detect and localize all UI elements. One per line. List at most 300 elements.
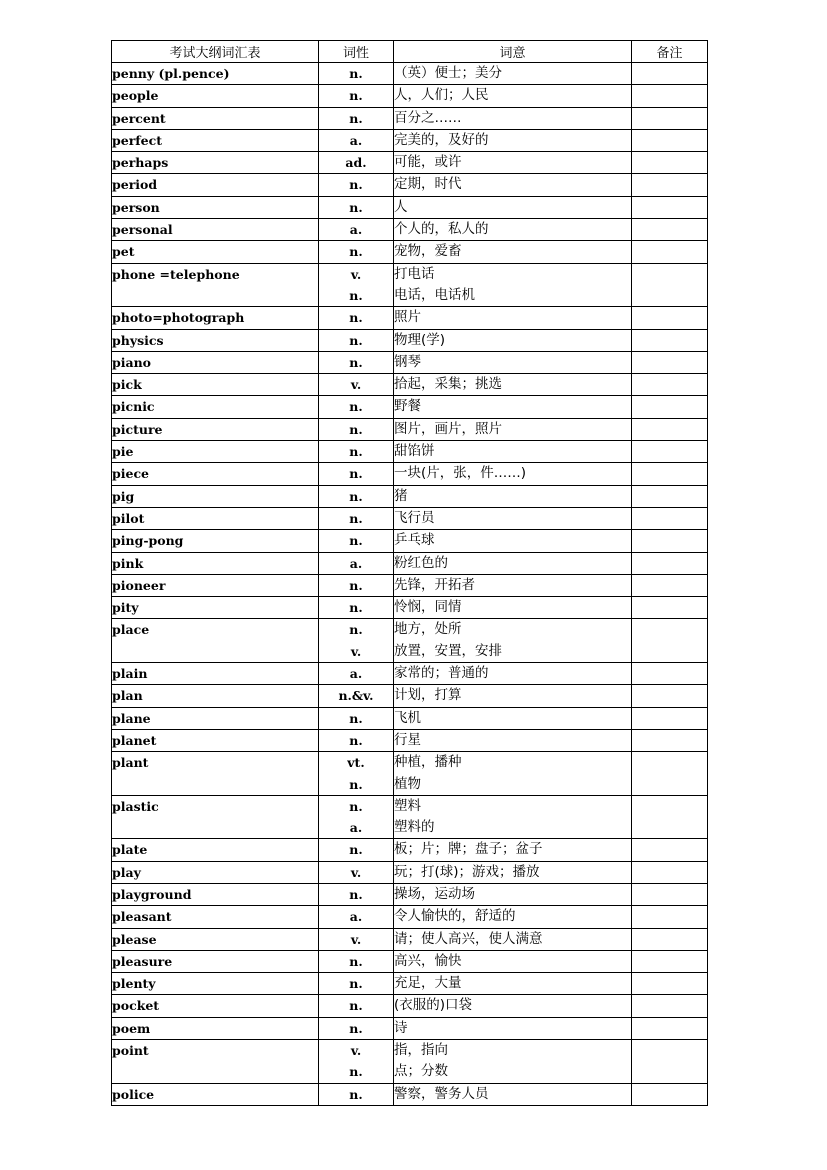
table-row [112, 1017, 708, 1039]
meaning-cell [394, 574, 632, 596]
word-cell: pink [112, 552, 319, 574]
pos-text: a. [349, 666, 363, 682]
meaning-cell [394, 839, 632, 861]
pos-cell [319, 374, 394, 396]
table-row [112, 418, 708, 440]
word-cell: plain [112, 663, 319, 685]
word-cell: photo=photograph [112, 307, 319, 329]
table-row [112, 329, 708, 351]
meaning-text: 照片 [394, 309, 421, 326]
meaning-text: 飞机 [394, 709, 421, 726]
meaning-text: 令人愉快的，舒适的 [394, 908, 516, 925]
note-cell [632, 152, 708, 174]
meaning-text: 一块(片，张，件……) [394, 465, 527, 482]
table-row [112, 485, 708, 507]
word-cell: plant [112, 752, 319, 796]
note-cell [632, 351, 708, 373]
pos-text: v. [350, 931, 362, 947]
pos-text: n. [349, 510, 363, 526]
word-cell: picnic [112, 396, 319, 418]
meaning-cell [394, 795, 632, 839]
pos-cell [319, 597, 394, 619]
pos-text: n.&v. [338, 688, 374, 704]
note-cell [632, 374, 708, 396]
note-cell [632, 485, 708, 507]
word-cell: percent [112, 107, 319, 129]
word-cell: pet [112, 241, 319, 263]
table-row [112, 174, 708, 196]
note-cell [632, 552, 708, 574]
meaning-cell [394, 1040, 632, 1084]
word-cell: pleasure [112, 950, 319, 972]
table-row [112, 196, 708, 218]
note-cell [632, 530, 708, 552]
word-cell: plenty [112, 973, 319, 995]
pos-text: n. [349, 600, 363, 616]
pos-cell [319, 906, 394, 928]
word-cell: piano [112, 351, 319, 373]
pos-text: n. [349, 1064, 363, 1080]
meaning-text: 打电话 [394, 265, 435, 282]
table-row [112, 729, 708, 751]
meaning-text: 乒乓球 [394, 532, 435, 549]
word-cell: police [112, 1083, 319, 1105]
pos-text: ad. [345, 155, 367, 171]
pos-text: n. [349, 622, 363, 638]
meaning-text: 地方，处所 [394, 621, 462, 638]
note-cell [632, 995, 708, 1017]
meaning-cell [394, 418, 632, 440]
table-row [112, 752, 708, 796]
meaning-cell [394, 950, 632, 972]
pos-text: a. [349, 555, 363, 571]
table-row [112, 795, 708, 839]
meaning-text: 可能，或许 [394, 154, 462, 171]
word-cell: please [112, 928, 319, 950]
meaning-cell [394, 507, 632, 529]
word-cell: plane [112, 707, 319, 729]
note-cell [632, 685, 708, 707]
table-row [112, 219, 708, 241]
pos-cell [319, 351, 394, 373]
pos-cell [319, 485, 394, 507]
header-row [112, 41, 708, 63]
pos-text: n. [349, 421, 363, 437]
pos-text: n. [349, 776, 363, 792]
pos-cell [319, 129, 394, 151]
pos-text: v. [350, 643, 362, 659]
meaning-cell [394, 729, 632, 751]
meaning-cell [394, 174, 632, 196]
pos-text: a. [349, 222, 363, 238]
meaning-text: 物理(学) [394, 331, 446, 348]
word-cell: plastic [112, 795, 319, 839]
meaning-text: 定期，时代 [394, 176, 462, 193]
pos-text: n. [349, 1020, 363, 1036]
pos-text: v. [350, 266, 362, 282]
pos-cell [319, 861, 394, 883]
meaning-cell [394, 685, 632, 707]
meaning-cell [394, 63, 632, 85]
note-cell [632, 463, 708, 485]
meaning-cell [394, 396, 632, 418]
meaning-text: 行星 [394, 731, 421, 748]
word-cell: poem [112, 1017, 319, 1039]
table-row [112, 619, 708, 663]
pos-cell [319, 85, 394, 107]
pos-cell [319, 196, 394, 218]
pos-text: n. [349, 310, 363, 326]
word-cell: point [112, 1040, 319, 1084]
pos-cell [319, 1083, 394, 1105]
meaning-text: （英）便士；美分 [394, 65, 502, 81]
word-cell: penny (pl.pence) [112, 63, 319, 85]
word-cell: pioneer [112, 574, 319, 596]
word-cell: people [112, 85, 319, 107]
meaning-text: 玩；打(球)；游戏；播放 [394, 863, 540, 880]
pos-cell [319, 63, 394, 85]
word-cell: pig [112, 485, 319, 507]
meaning-cell [394, 241, 632, 263]
meaning-cell [394, 129, 632, 151]
table-row [112, 441, 708, 463]
table-row [112, 973, 708, 995]
note-cell [632, 396, 708, 418]
pos-text: n. [349, 488, 363, 504]
pos-cell [319, 663, 394, 685]
pos-text: v. [350, 864, 362, 880]
meaning-text: 猪 [394, 487, 408, 504]
note-cell [632, 574, 708, 596]
word-cell: pilot [112, 507, 319, 529]
word-cell: picture [112, 418, 319, 440]
word-cell: plate [112, 839, 319, 861]
table-row [112, 129, 708, 151]
word-cell: pick [112, 374, 319, 396]
word-cell: perhaps [112, 152, 319, 174]
meaning-cell [394, 1083, 632, 1105]
table-row [112, 241, 708, 263]
header-word: 考试大纲词汇表 [112, 41, 319, 63]
pos-cell [319, 883, 394, 905]
pos-text: n. [349, 199, 363, 215]
note-cell [632, 307, 708, 329]
note-cell [632, 861, 708, 883]
note-cell [632, 196, 708, 218]
meaning-cell [394, 995, 632, 1017]
table-row [112, 685, 708, 707]
pos-cell [319, 418, 394, 440]
note-cell [632, 597, 708, 619]
meaning-text: 塑料的 [394, 819, 435, 836]
note-cell [632, 906, 708, 928]
note-cell [632, 507, 708, 529]
vocabulary-table [111, 40, 708, 1106]
note-cell [632, 839, 708, 861]
pos-text: n. [349, 976, 363, 992]
word-cell: personal [112, 219, 319, 241]
pos-cell [319, 241, 394, 263]
table-row [112, 351, 708, 373]
meaning-cell [394, 928, 632, 950]
word-cell: pleasant [112, 906, 319, 928]
meaning-cell [394, 597, 632, 619]
note-cell [632, 729, 708, 751]
meaning-cell [394, 883, 632, 905]
table-row [112, 861, 708, 883]
meaning-text: 百分之…… [394, 109, 462, 126]
pos-text: vt. [347, 755, 365, 771]
meaning-text: 请；使人高兴，使人满意 [394, 930, 543, 947]
meaning-text: 甜馅饼 [394, 443, 435, 460]
meaning-text: 放置，安置，安排 [394, 642, 502, 659]
meaning-cell [394, 663, 632, 685]
pos-text: n. [349, 287, 363, 303]
pos-cell [319, 174, 394, 196]
meaning-text: 人，人们；人民 [394, 87, 489, 104]
pos-text: n. [349, 953, 363, 969]
meaning-text: 家常的；普通的 [394, 665, 489, 682]
table-row [112, 396, 708, 418]
meaning-cell [394, 263, 632, 307]
table-row [112, 1083, 708, 1105]
table-row [112, 85, 708, 107]
table-row [112, 552, 708, 574]
meaning-cell [394, 196, 632, 218]
pos-cell [319, 707, 394, 729]
pos-cell [319, 950, 394, 972]
meaning-text: 电话，电话机 [394, 286, 475, 303]
pos-cell [319, 839, 394, 861]
meaning-text: 野餐 [394, 398, 421, 415]
note-cell [632, 795, 708, 839]
pos-cell [319, 752, 394, 796]
meaning-text: 操场，运动场 [394, 885, 475, 902]
meaning-text: 宠物，爱畜 [394, 243, 462, 260]
pos-cell [319, 1017, 394, 1039]
table-row [112, 530, 708, 552]
pos-cell [319, 463, 394, 485]
pos-text: n. [349, 110, 363, 126]
meaning-cell [394, 351, 632, 373]
word-cell: person [112, 196, 319, 218]
meaning-text: 先锋，开拓者 [394, 576, 475, 593]
table-row [112, 574, 708, 596]
note-cell [632, 973, 708, 995]
meaning-text: 拾起，采集；挑选 [394, 376, 502, 393]
word-cell: phone =telephone [112, 263, 319, 307]
word-cell: perfect [112, 129, 319, 151]
pos-text: v. [350, 1043, 362, 1059]
pos-text: n. [349, 1086, 363, 1102]
word-cell: period [112, 174, 319, 196]
pos-text: n. [349, 886, 363, 902]
note-cell [632, 107, 708, 129]
table-row [112, 374, 708, 396]
meaning-text: 飞行员 [394, 509, 435, 526]
meaning-text: 高兴，愉快 [394, 952, 462, 969]
pos-cell [319, 574, 394, 596]
meaning-cell [394, 463, 632, 485]
pos-cell [319, 107, 394, 129]
meaning-cell [394, 906, 632, 928]
pos-cell [319, 219, 394, 241]
meaning-cell [394, 374, 632, 396]
meaning-text: 人 [394, 198, 408, 215]
vocabulary-body [112, 63, 708, 1106]
pos-cell [319, 530, 394, 552]
note-cell [632, 1083, 708, 1105]
word-cell: physics [112, 329, 319, 351]
meaning-text: 诗 [394, 1019, 408, 1036]
meaning-cell [394, 219, 632, 241]
note-cell [632, 85, 708, 107]
pos-cell [319, 552, 394, 574]
pos-cell [319, 396, 394, 418]
word-cell: ping-pong [112, 530, 319, 552]
pos-text: a. [349, 132, 363, 148]
note-cell [632, 752, 708, 796]
meaning-text: 种植，播种 [394, 754, 462, 771]
pos-cell [319, 795, 394, 839]
pos-text: n. [349, 998, 363, 1014]
table-row [112, 663, 708, 685]
pos-cell [319, 441, 394, 463]
table-row [112, 839, 708, 861]
pos-cell [319, 329, 394, 351]
meaning-cell [394, 85, 632, 107]
meaning-cell [394, 329, 632, 351]
note-cell [632, 928, 708, 950]
table-row [112, 906, 708, 928]
note-cell [632, 329, 708, 351]
meaning-text: 充足，大量 [394, 975, 462, 992]
pos-cell [319, 729, 394, 751]
pos-cell [319, 973, 394, 995]
word-cell: plan [112, 685, 319, 707]
note-cell [632, 219, 708, 241]
meaning-text: 植物 [394, 775, 421, 792]
header-note: 备注 [632, 41, 708, 63]
table-row [112, 597, 708, 619]
meaning-cell [394, 707, 632, 729]
meaning-text: 个人的，私人的 [394, 221, 489, 238]
table-row [112, 707, 708, 729]
note-cell [632, 441, 708, 463]
note-cell [632, 883, 708, 905]
pos-cell [319, 307, 394, 329]
note-cell [632, 1040, 708, 1084]
pos-text: n. [349, 798, 363, 814]
meaning-text: 塑料 [394, 797, 421, 814]
table-row [112, 950, 708, 972]
pos-text: n. [349, 177, 363, 193]
pos-text: n. [349, 66, 363, 81]
note-cell [632, 950, 708, 972]
pos-text: a. [349, 909, 363, 925]
note-cell [632, 129, 708, 151]
meaning-cell [394, 752, 632, 796]
meaning-cell [394, 552, 632, 574]
meaning-cell [394, 152, 632, 174]
note-cell [632, 619, 708, 663]
pos-cell [319, 928, 394, 950]
note-cell [632, 1017, 708, 1039]
note-cell [632, 63, 708, 85]
pos-text: n. [349, 244, 363, 260]
table-row [112, 928, 708, 950]
word-cell: playground [112, 883, 319, 905]
pos-cell [319, 152, 394, 174]
meaning-text: 计划，打算 [394, 687, 462, 704]
pos-text: n. [349, 332, 363, 348]
pos-text: n. [349, 466, 363, 482]
word-cell: piece [112, 463, 319, 485]
pos-text: n. [349, 444, 363, 460]
word-cell: planet [112, 729, 319, 751]
pos-text: n. [349, 354, 363, 370]
header-pos: 词性 [319, 41, 394, 63]
note-cell [632, 241, 708, 263]
meaning-cell [394, 307, 632, 329]
meaning-cell [394, 861, 632, 883]
word-cell: pie [112, 441, 319, 463]
pos-text: n. [349, 732, 363, 748]
pos-cell [319, 995, 394, 1017]
meaning-cell [394, 530, 632, 552]
meaning-text: 粉红色的 [394, 554, 448, 571]
word-cell: pity [112, 597, 319, 619]
table-row [112, 463, 708, 485]
pos-cell [319, 619, 394, 663]
pos-text: v. [350, 377, 362, 393]
word-cell: play [112, 861, 319, 883]
pos-text: a. [349, 820, 363, 836]
pos-text: n. [349, 577, 363, 593]
meaning-text: 板；片；牌；盘子；盆子 [394, 841, 543, 858]
note-cell [632, 263, 708, 307]
meaning-cell [394, 441, 632, 463]
pos-text: n. [349, 88, 363, 104]
word-cell: place [112, 619, 319, 663]
pos-text: n. [349, 842, 363, 858]
table-row [112, 152, 708, 174]
note-cell [632, 174, 708, 196]
pos-cell [319, 1040, 394, 1084]
meaning-text: 点；分数 [394, 1063, 448, 1080]
meaning-text: 怜悯，同情 [394, 599, 462, 616]
meaning-text: 图片，画片，照片 [394, 420, 502, 437]
meaning-text: (衣服的)口袋 [394, 997, 473, 1014]
meaning-cell [394, 1017, 632, 1039]
meaning-text: 完美的，及好的 [394, 131, 489, 148]
table-row [112, 63, 708, 85]
pos-text: n. [349, 710, 363, 726]
table-row [112, 307, 708, 329]
meaning-text: 警察，警务人员 [394, 1085, 489, 1102]
pos-text: n. [349, 533, 363, 549]
table-row [112, 263, 708, 307]
pos-cell [319, 685, 394, 707]
meaning-cell [394, 973, 632, 995]
pos-cell [319, 263, 394, 307]
meaning-text: 指，指向 [394, 1042, 448, 1059]
meaning-cell [394, 619, 632, 663]
header-meaning: 词意 [394, 41, 632, 63]
note-cell [632, 418, 708, 440]
meaning-cell [394, 485, 632, 507]
word-cell: pocket [112, 995, 319, 1017]
